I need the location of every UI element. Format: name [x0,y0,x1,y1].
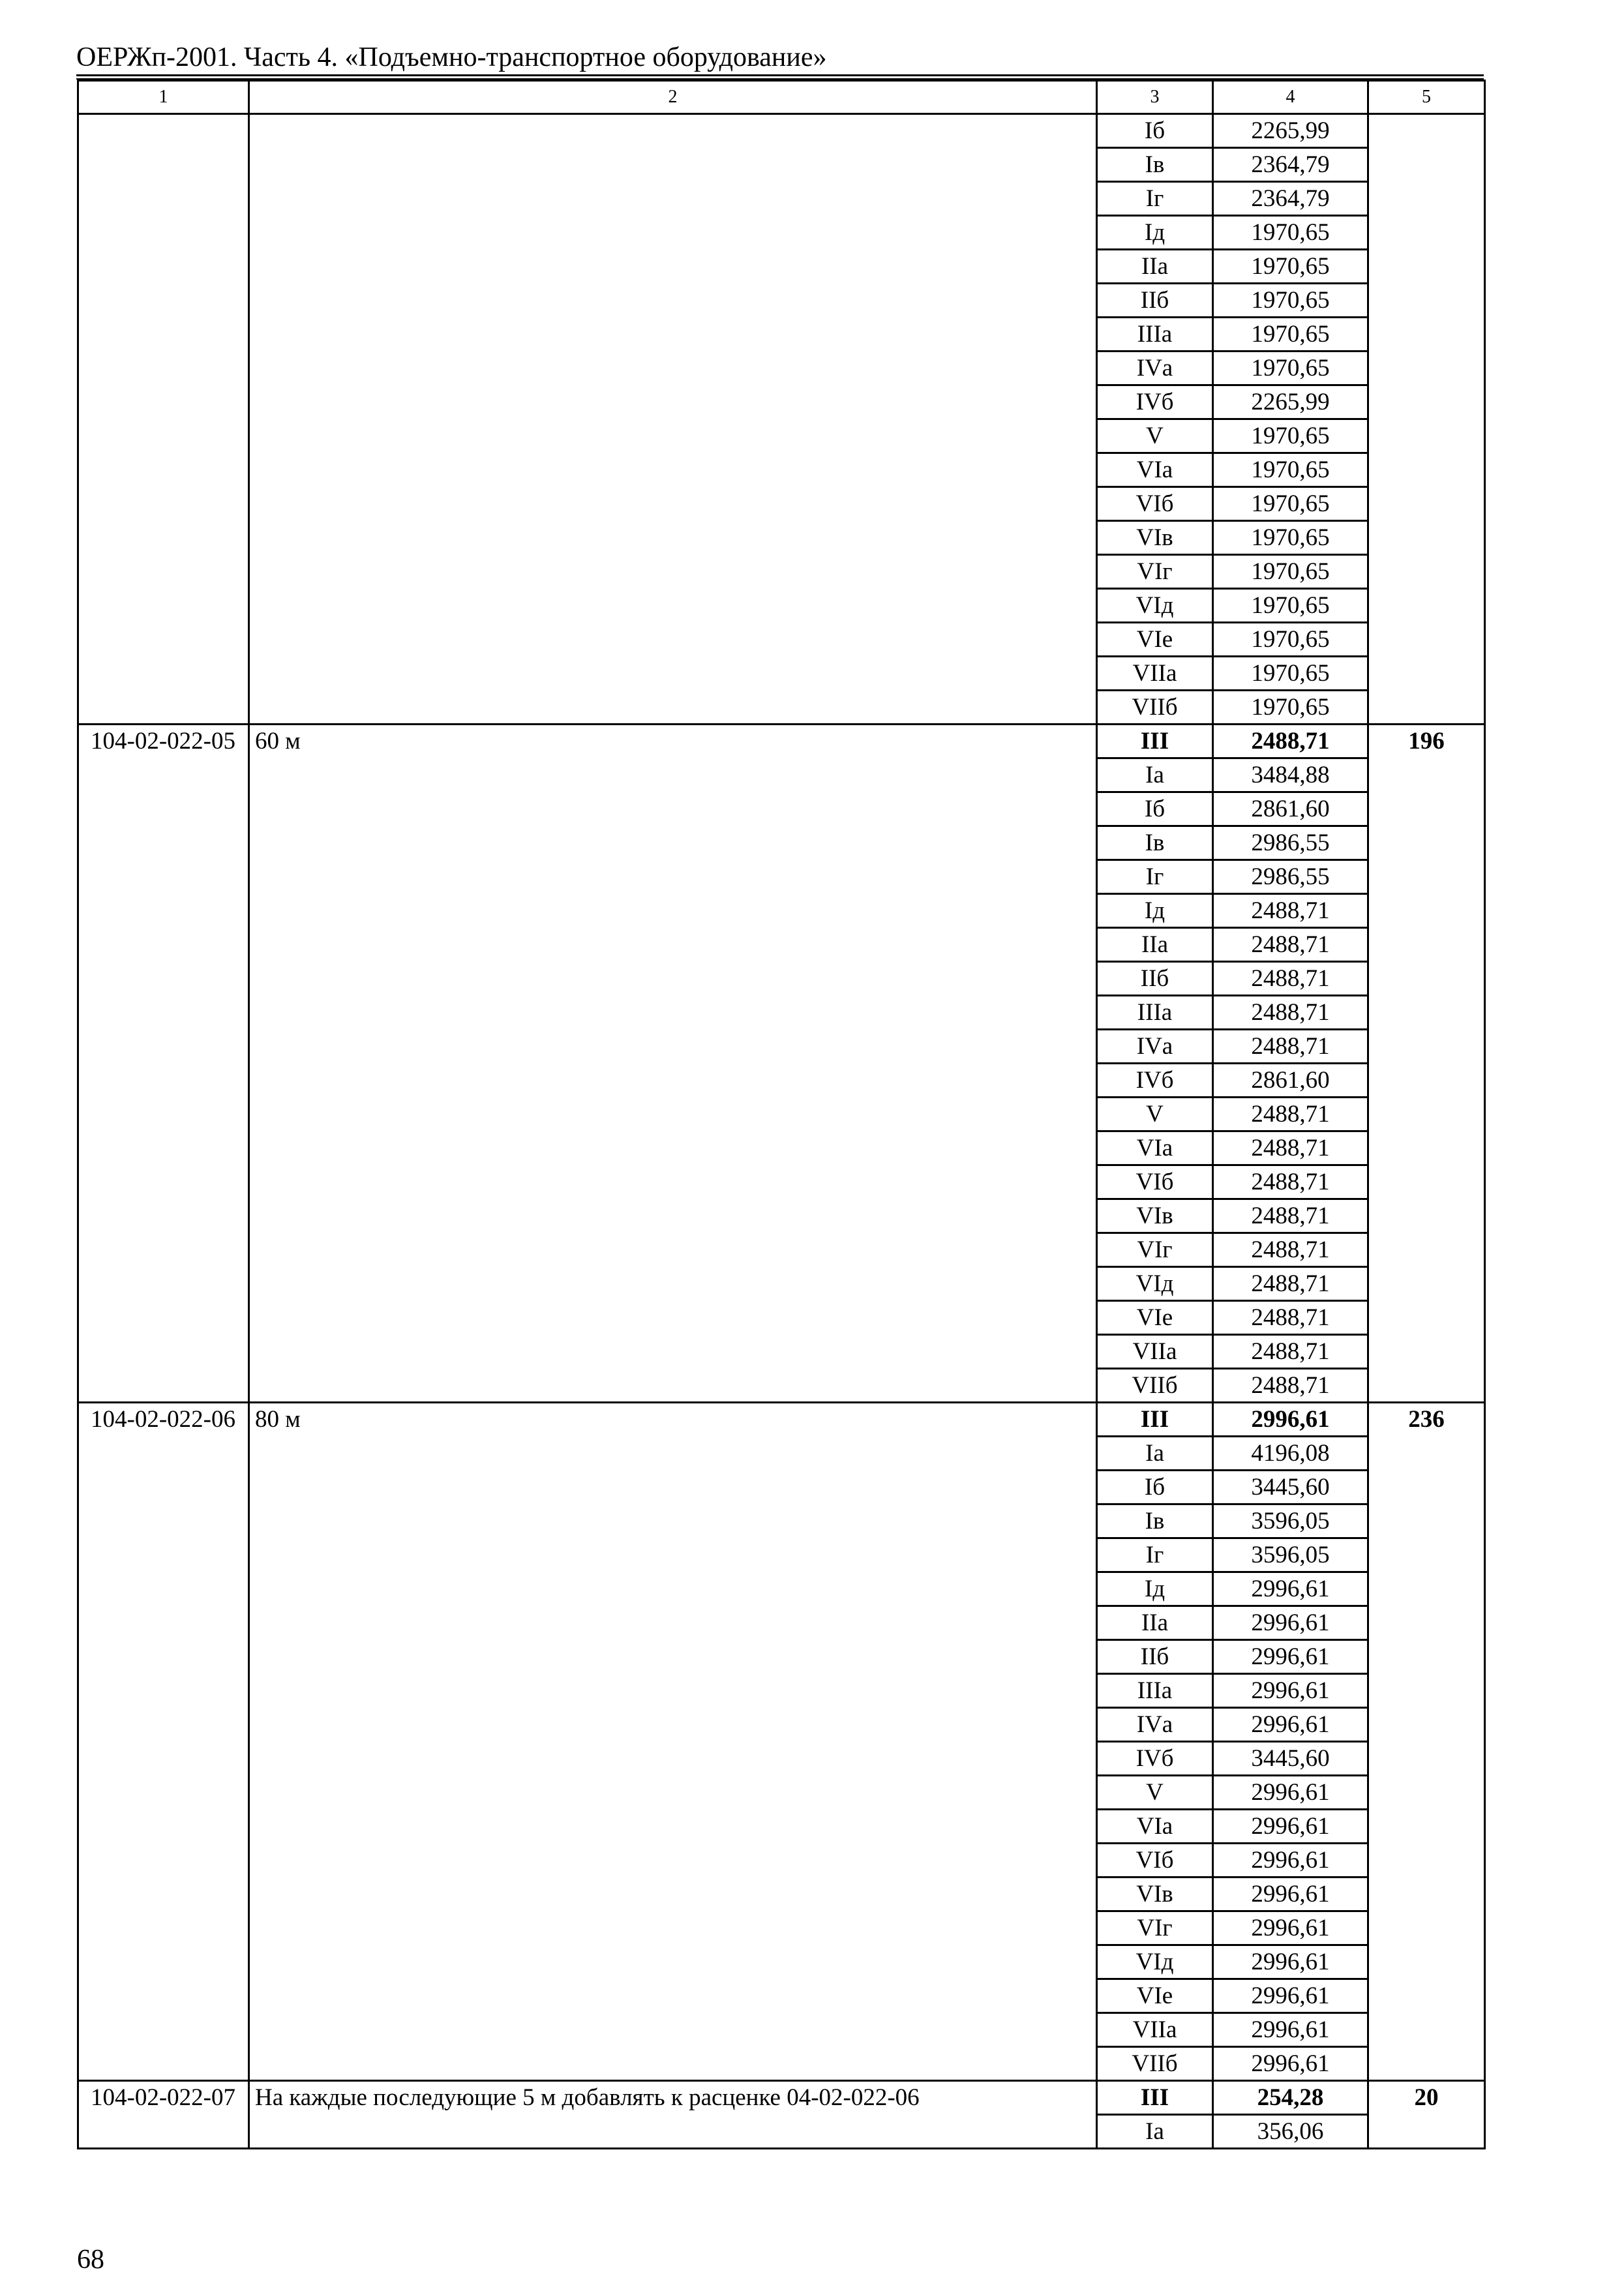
zone-cell: Iб [1097,792,1213,826]
zone-cell: IIIа [1097,318,1213,352]
rate-code-cell: 104-02-022-07 [78,2081,249,2149]
zone-cell: Iб [1097,114,1213,148]
price-cell: 2996,61 [1213,1572,1368,1606]
price-cell: 2996,61 [1213,2013,1368,2047]
zone-cell: V [1097,419,1213,453]
zone-cell: IIб [1097,284,1213,318]
zone-cell: VIг [1097,1911,1213,1945]
price-cell: 2996,61 [1213,1708,1368,1742]
column-number-cell: 2 [249,81,1097,114]
zone-cell: Iг [1097,1538,1213,1572]
zone-cell: IVа [1097,1030,1213,1064]
price-cell: 1970,65 [1213,216,1368,250]
zone-cell: VIIа [1097,657,1213,691]
price-cell: 3445,60 [1213,1742,1368,1776]
zone-cell: VIг [1097,555,1213,589]
zone-cell: V [1097,1098,1213,1131]
zone-cell: Iб [1097,1471,1213,1504]
zone-cell: VIб [1097,487,1213,521]
zone-cell: IVб [1097,385,1213,419]
price-cell: 2996,61 [1213,1674,1368,1708]
zone-cell: V [1097,1776,1213,1810]
price-cell: 2996,61 [1213,1606,1368,1640]
price-cell: 2996,61 [1213,1844,1368,1878]
price-cell: 2996,61 [1213,1776,1368,1810]
zone-cell: VIв [1097,1878,1213,1911]
zone-cell: Iд [1097,894,1213,928]
zone-cell: VIд [1097,1267,1213,1301]
price-cell: 2488,71 [1213,1267,1368,1301]
labor-value-cell: 236 [1368,1403,1485,2081]
price-cell: 3484,88 [1213,758,1368,792]
zone-cell: III [1097,1403,1213,1437]
price-cell: 1970,65 [1213,419,1368,453]
price-cell: 2488,71 [1213,1098,1368,1131]
zone-cell: IIIа [1097,1674,1213,1708]
price-cell: 2861,60 [1213,792,1368,826]
zone-cell: IVб [1097,1064,1213,1098]
zone-cell: VIIб [1097,1369,1213,1403]
price-cell: 2488,71 [1213,1199,1368,1233]
price-cell: 3596,05 [1213,1504,1368,1538]
price-cell: 1970,65 [1213,284,1368,318]
zone-cell: VIв [1097,1199,1213,1233]
header-rule-top [76,74,1484,76]
price-cell: 1970,65 [1213,657,1368,691]
table-row [78,725,1485,758]
zone-cell: IIа [1097,1606,1213,1640]
price-cell: 2364,79 [1213,182,1368,216]
zone-cell: Iа [1097,2115,1213,2149]
zone-cell: VIIб [1097,691,1213,725]
zone-cell: IVа [1097,1708,1213,1742]
price-cell: 4196,08 [1213,1437,1368,1471]
zone-cell: Iв [1097,148,1213,182]
column-number-cell: 1 [78,81,249,114]
price-cell: 2996,61 [1213,1878,1368,1911]
price-cell: 2996,61 [1213,2047,1368,2081]
zone-cell: IIб [1097,1640,1213,1674]
price-cell: 2488,71 [1213,1233,1368,1267]
zone-cell: Iд [1097,216,1213,250]
price-cell: 3445,60 [1213,1471,1368,1504]
zone-cell: IIа [1097,928,1213,962]
zone-cell: VIIа [1097,1335,1213,1369]
zone-cell: III [1097,725,1213,758]
column-number-cell: 4 [1213,81,1368,114]
zone-cell: IIб [1097,962,1213,996]
price-cell: 2265,99 [1213,385,1368,419]
zone-cell: VIб [1097,1844,1213,1878]
price-cell: 2986,55 [1213,826,1368,860]
price-cell: 2364,79 [1213,148,1368,182]
price-cell: 2986,55 [1213,860,1368,894]
column-number-cell: 3 [1097,81,1213,114]
zone-cell: IVб [1097,1742,1213,1776]
labor-value-cell: 20 [1368,2081,1485,2149]
price-cell: 2996,61 [1213,1945,1368,1979]
zone-cell: VIIб [1097,2047,1213,2081]
price-cell: 1970,65 [1213,487,1368,521]
price-cell: 1970,65 [1213,453,1368,487]
zone-cell: IIIа [1097,996,1213,1030]
price-cell: 1970,65 [1213,555,1368,589]
price-cell: 2488,71 [1213,894,1368,928]
zone-cell: VIг [1097,1233,1213,1267]
rate-code-cell: 104-02-022-05 [78,725,249,1403]
zone-cell: IVа [1097,352,1213,385]
price-cell: 2488,71 [1213,928,1368,962]
zone-cell: VIIа [1097,2013,1213,2047]
zone-cell: VIа [1097,1131,1213,1165]
zone-cell: VIе [1097,623,1213,657]
zone-cell: VIб [1097,1165,1213,1199]
price-cell: 1970,65 [1213,250,1368,284]
price-cell: 1970,65 [1213,691,1368,725]
work-description-cell: На каждые последующие 5 м добавлять к расценке 04-02-022-06 [249,2081,1097,2149]
price-cell: 2996,61 [1213,1640,1368,1674]
zone-cell: VIд [1097,1945,1213,1979]
work-description-cell [249,114,1097,725]
price-cell: 2996,61 [1213,1810,1368,1844]
price-cell: 1970,65 [1213,623,1368,657]
price-cell: 2488,71 [1213,1301,1368,1335]
zone-cell: III [1097,2081,1213,2115]
price-cell: 1970,65 [1213,318,1368,352]
work-description-cell: 80 м [249,1403,1097,2081]
zone-cell: Iг [1097,860,1213,894]
column-number-cell: 5 [1368,81,1485,114]
price-cell: 2861,60 [1213,1064,1368,1098]
zone-cell: Iд [1097,1572,1213,1606]
zone-cell: Iв [1097,1504,1213,1538]
zone-cell: IIа [1097,250,1213,284]
zone-cell: VIе [1097,1979,1213,2013]
price-cell: 2488,71 [1213,725,1368,758]
price-cell: 2996,61 [1213,1403,1368,1437]
rates-table-body [78,81,1485,2149]
price-cell: 2996,61 [1213,1979,1368,2013]
price-cell: 2488,71 [1213,996,1368,1030]
price-cell: 2265,99 [1213,114,1368,148]
price-cell: 1970,65 [1213,589,1368,623]
labor-value-cell [1368,114,1485,725]
price-cell: 2996,61 [1213,1911,1368,1945]
price-cell: 356,06 [1213,2115,1368,2149]
price-cell: 3596,05 [1213,1538,1368,1572]
zone-cell: VIв [1097,521,1213,555]
price-cell: 2488,71 [1213,1335,1368,1369]
work-description-cell: 60 м [249,725,1097,1403]
labor-value-cell: 196 [1368,725,1485,1403]
rate-code-cell [78,114,249,725]
price-cell: 254,28 [1213,2081,1368,2115]
zone-cell: VIа [1097,453,1213,487]
price-cell: 2488,71 [1213,1165,1368,1199]
column-number-row [78,81,1485,114]
table-row [78,114,1485,148]
table-row [78,2081,1485,2115]
price-cell: 1970,65 [1213,352,1368,385]
table-row [78,1403,1485,1437]
price-cell: 1970,65 [1213,521,1368,555]
page-number: 68 [77,2245,104,2275]
price-cell: 2488,71 [1213,962,1368,996]
zone-cell: Iа [1097,1437,1213,1471]
zone-cell: VIе [1097,1301,1213,1335]
page-header-title: ОЕРЖп-2001. Часть 4. «Подъемно-транспортное оборудование» [76,42,827,72]
rates-table [77,80,1486,2149]
zone-cell: VIд [1097,589,1213,623]
price-cell: 2488,71 [1213,1030,1368,1064]
zone-cell: VIа [1097,1810,1213,1844]
price-cell: 2488,71 [1213,1131,1368,1165]
zone-cell: Iа [1097,758,1213,792]
zone-cell: Iв [1097,826,1213,860]
price-cell: 2488,71 [1213,1369,1368,1403]
zone-cell: Iг [1097,182,1213,216]
rate-code-cell: 104-02-022-06 [78,1403,249,2081]
